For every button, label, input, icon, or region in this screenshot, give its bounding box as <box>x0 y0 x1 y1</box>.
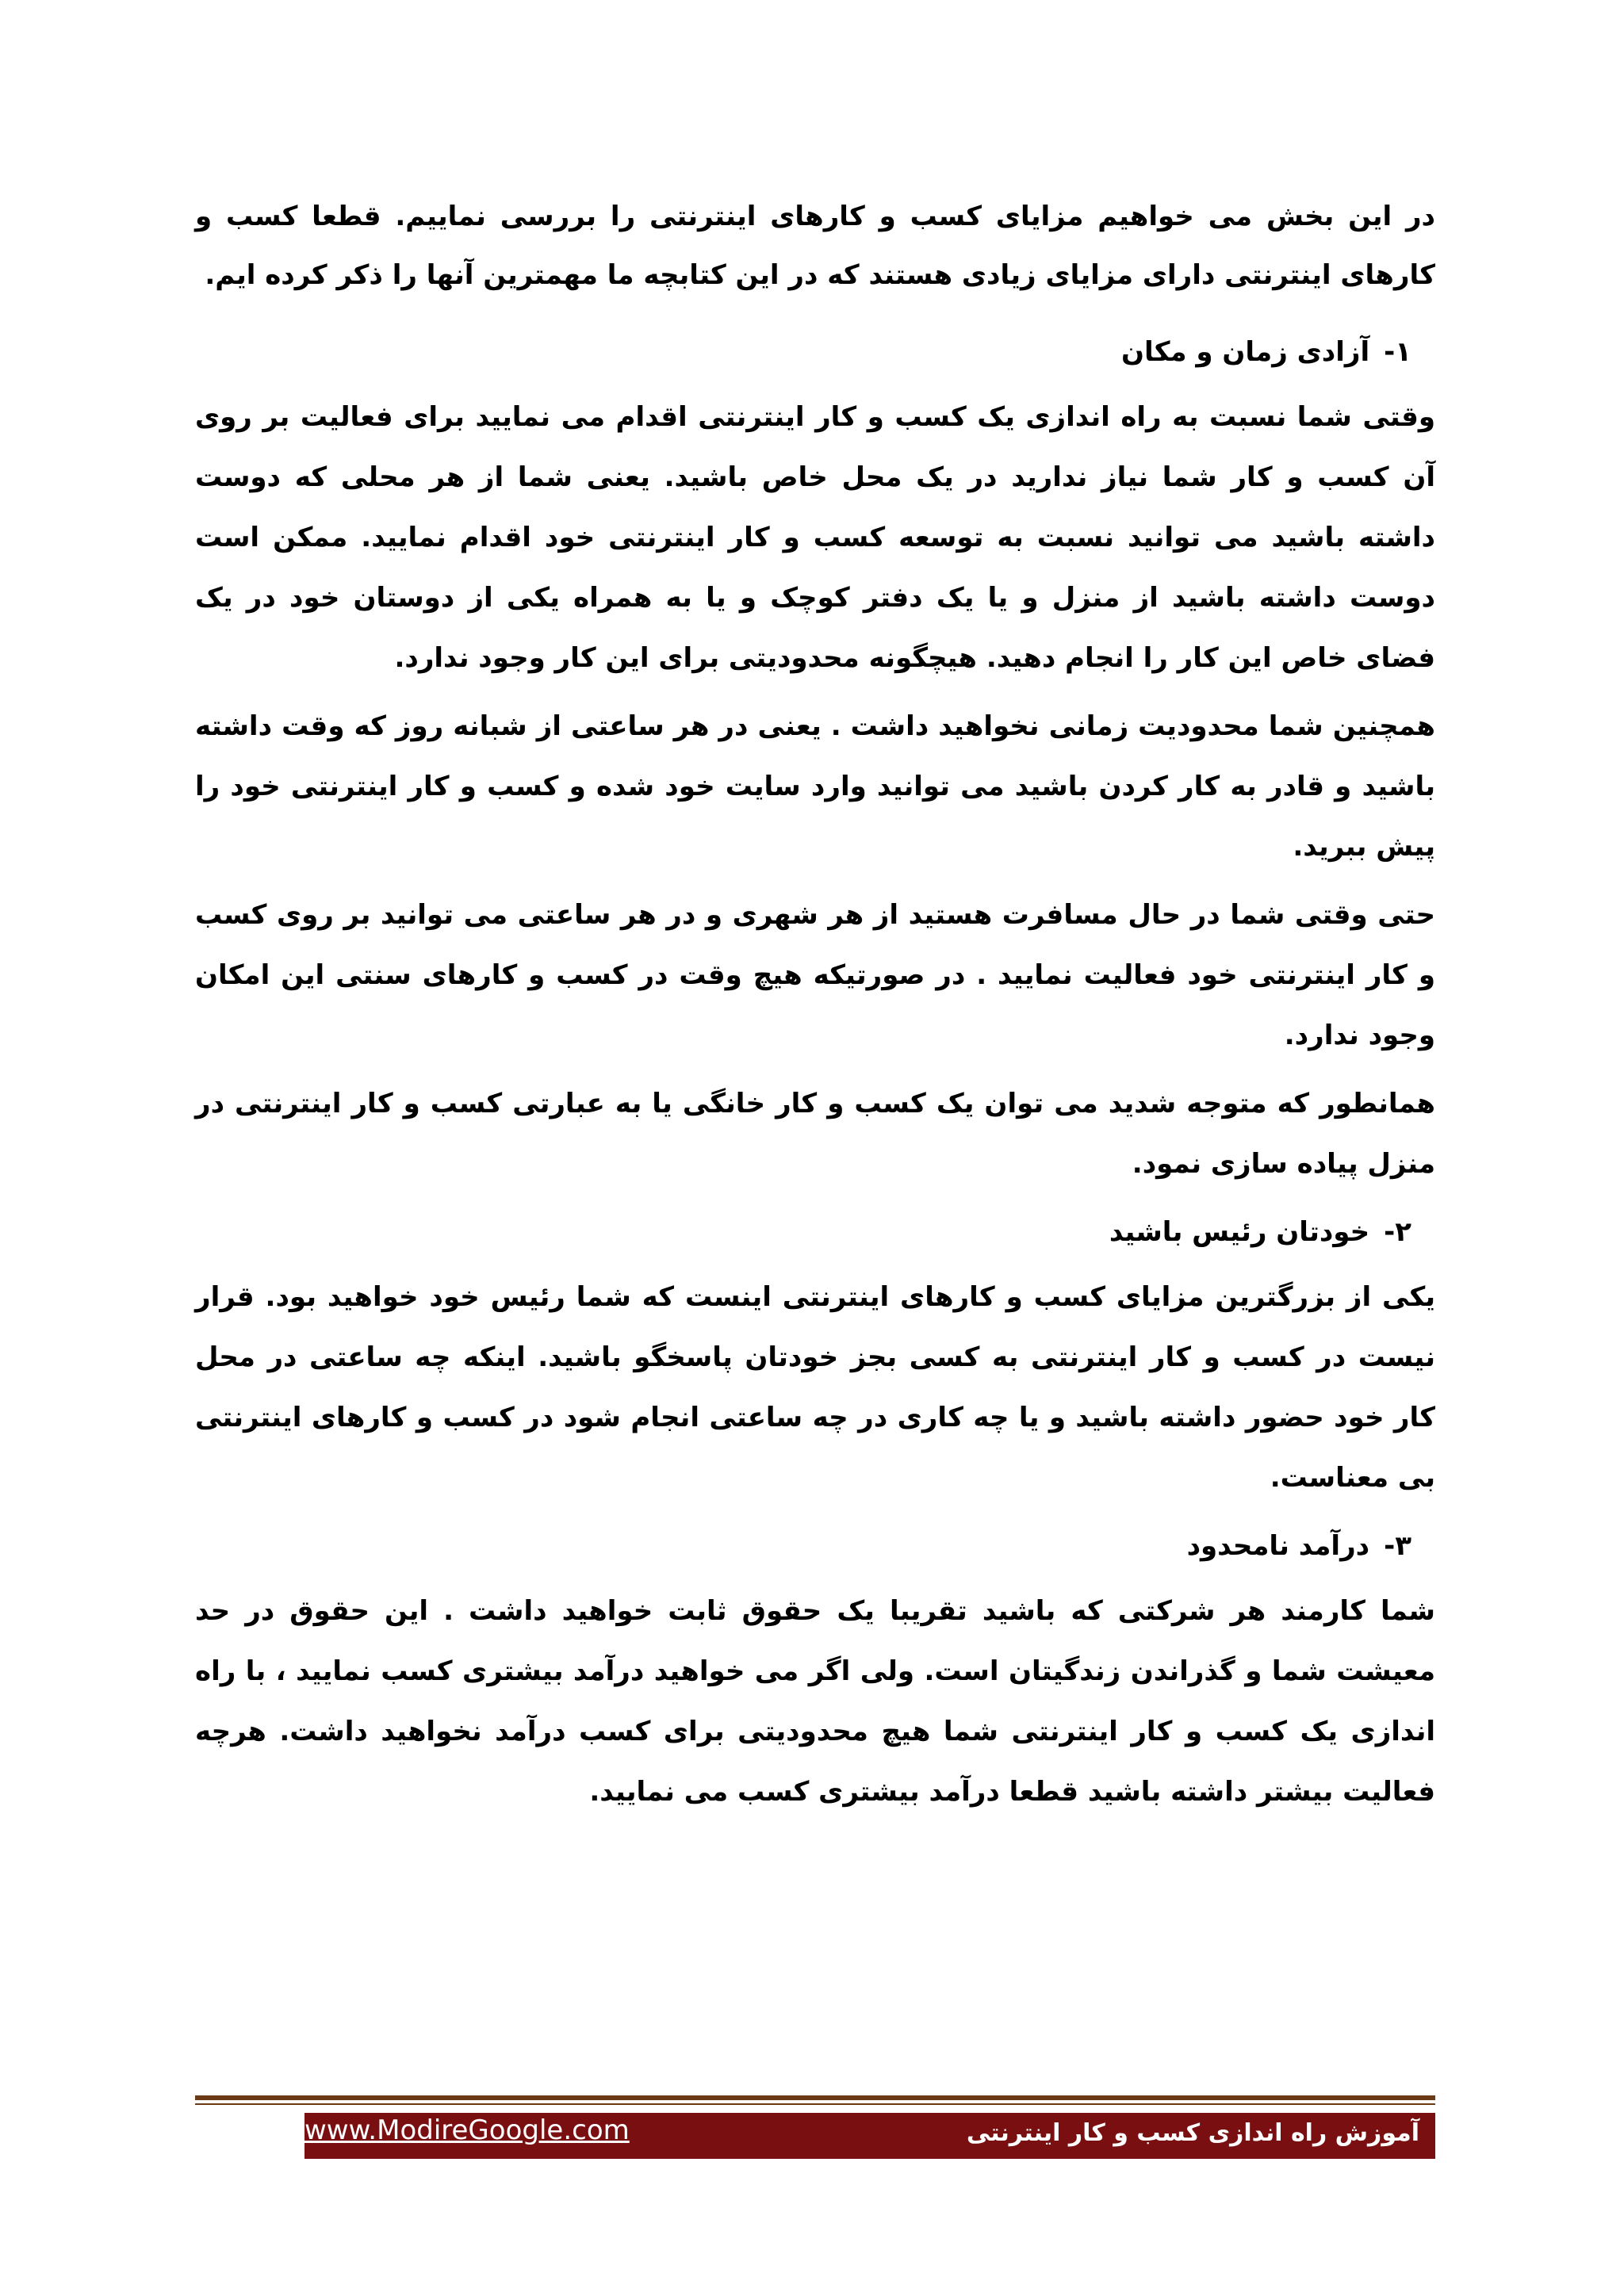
footer-book-title: آموزش راه اندازی کسب و کار اینترنتی <box>966 2119 1419 2147</box>
footer-website-link[interactable]: www.ModireGoogle.com <box>304 2114 630 2146</box>
section-number: ۳- <box>1384 1530 1411 1562</box>
section-paragraph: حتی وقتی شما در حال مسافرت هستید از هر شهری و در هر ساعتی می توانید بر روی کسب و کار اینترنتی خود فعالیت نمایید . در صورتیکه هیچ وقت در کسب و کارهای سنتی این امکان وجود ندارد. <box>195 899 1435 1051</box>
section-title: آزادی زمان و مکان <box>1120 336 1370 368</box>
section-heading <box>195 1516 1435 1576</box>
section-number: ۲- <box>1384 1216 1411 1248</box>
document-body <box>195 187 1435 1830</box>
footer-band <box>304 2113 1435 2159</box>
section-title: درآمد نامحدود <box>1186 1530 1370 1562</box>
section-paragraph: یکی از بزرگترین مزایای کسب و کارهای اینترنتی اینست که شما رئیس خود خواهید بود. قرار نیست در کسب و کار اینترنتی به کسی بجز خودتان پاسخگو باشید. اینکه چه ساعتی در محل کار خود حضور داشته باشید و یا چه کاری در چه ساعتی انجام شود در کسب و کارهای اینترنتی بی معناست. <box>195 1281 1435 1494</box>
section-paragraph: همانطور که متوجه شدید می توان یک کسب و کار خانگی یا به عبارتی کسب و کار اینترنتی در منزل پیاده سازی نمود. <box>195 1088 1435 1180</box>
footer-divider-thin <box>195 2103 1435 2105</box>
section-title: خودتان رئیس باشید <box>1109 1216 1370 1248</box>
footer-divider-thick <box>195 2095 1435 2100</box>
intro-paragraph: در این بخش می خواهیم مزایای کسب و کارهای اینترنتی را بررسی نماییم. قطعا کسب و کارهای اینترنتی دارای مزایای زیادی هستند که در این کتابچه ما مهمترین آنها را ذکر کرده ایم. <box>195 201 1435 291</box>
section-paragraph: وقتی شما نسبت به راه اندازی یک کسب و کار اینترنتی اقدام می نمایید برای فعالیت بر روی آن کسب و کار شما نیاز ندارید در یک محل خاص باشید. یعنی شما از هر محلی که دوست داشته باشید می توانید نسبت به توسعه کسب و کار اینترنتی خود اقدام نمایید. ممکن است دوست داشته باشید از منزل و یا یک دفتر کوچک و یا به همراه یکی از دوستان خود در یک فضای خاص این کار را انجام دهید. هیچگونه محدودیتی برای این کار وجود ندارد. <box>195 401 1435 674</box>
section-heading <box>195 322 1435 382</box>
section-paragraph: همچنین شما محدودیت زمانی نخواهید داشت . یعنی در هر ساعتی از شبانه روز که وقت داشته باشید و قادر به کار کردن باشید می توانید وارد سایت خود شده و کسب و کار اینترنتی خود را پیش ببرید. <box>195 710 1435 863</box>
section-2 <box>195 1202 1435 1508</box>
section-paragraph: شما کارمند هر شرکتی که باشید تقریبا یک حقوق ثابت خواهید داشت . این حقوق در حد معیشت شما و گذراندن زندگیتان است. ولی اگر می خواهید درآمد بیشتری کسب نمایید ، با راه اندازی یک کسب و کار اینترنتی شما هیچ محدودیتی برای کسب درآمد نخواهید داشت. هرچه فعالیت بیشتر داشته باشید قطعا درآمد بیشتری کسب می نمایید. <box>195 1595 1435 1808</box>
section-3 <box>195 1516 1435 1822</box>
section-number: ۱- <box>1384 336 1411 368</box>
section-heading <box>195 1202 1435 1262</box>
section-1 <box>195 322 1435 1194</box>
